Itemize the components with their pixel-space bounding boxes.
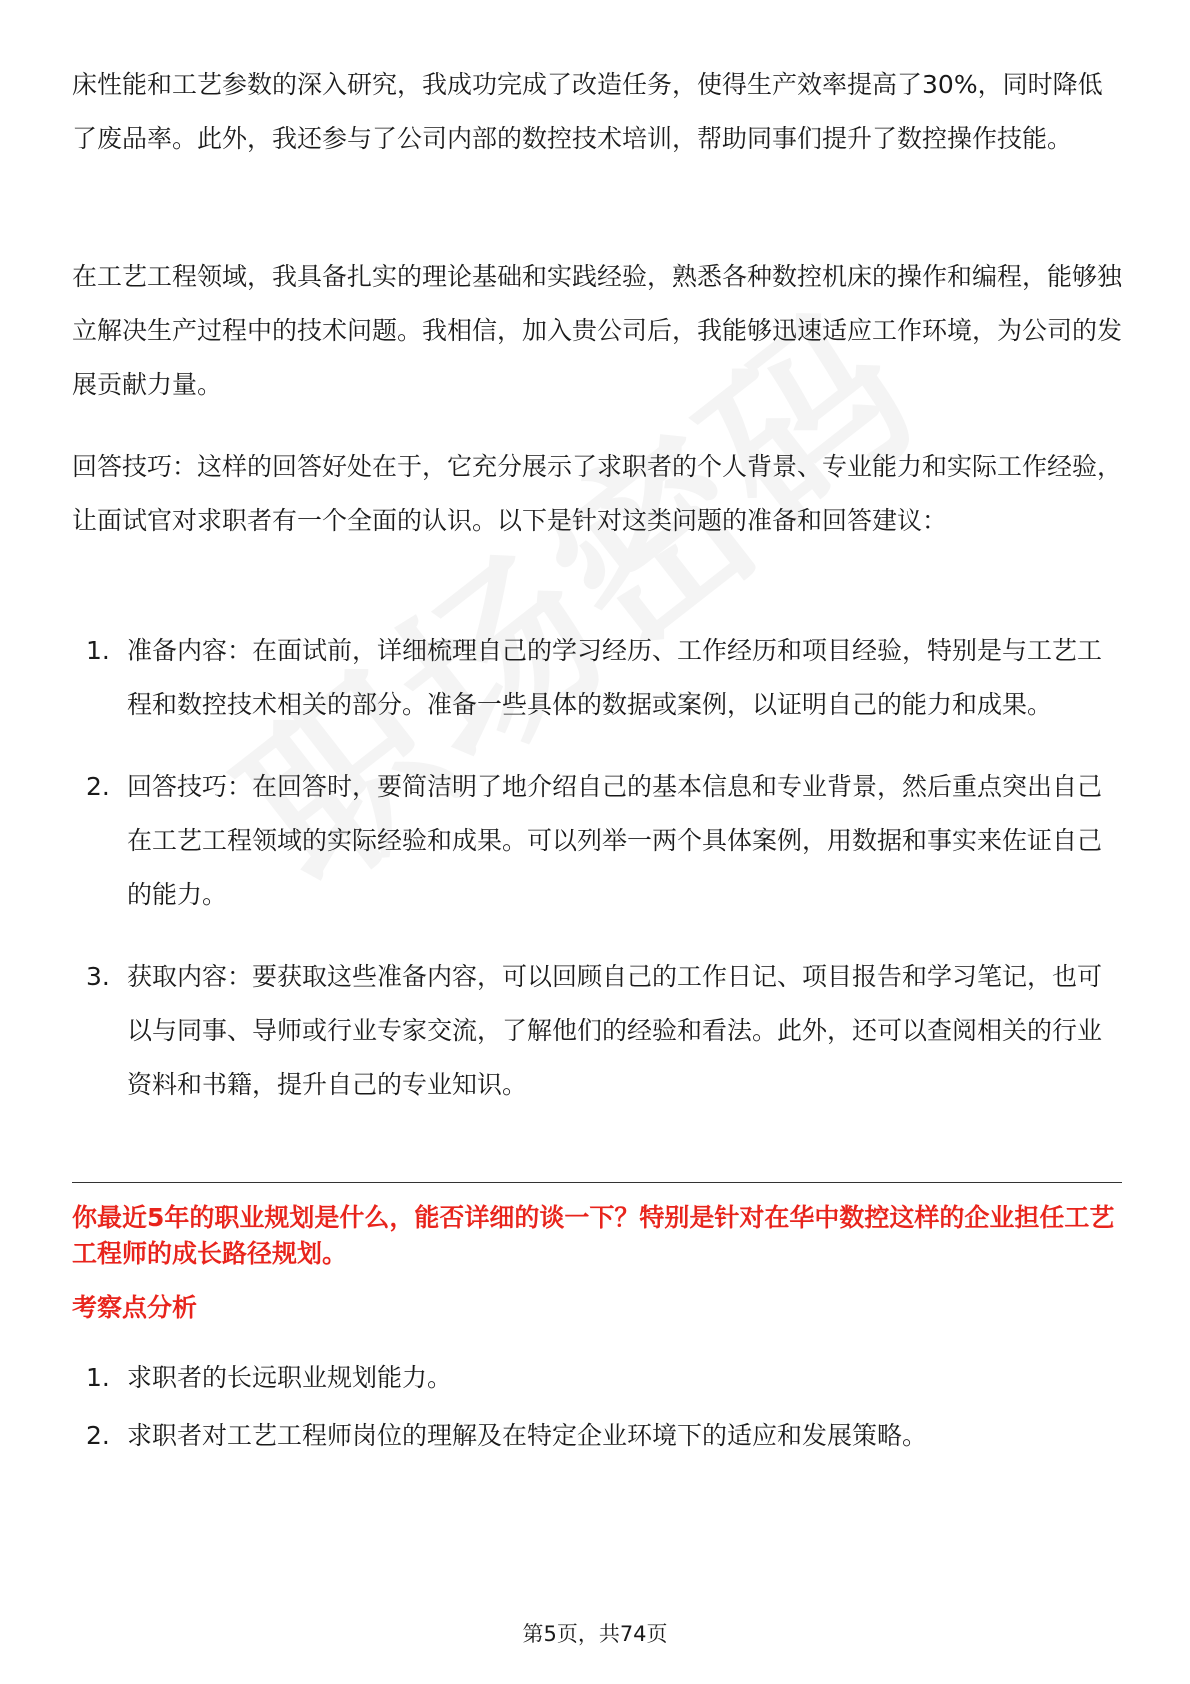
paragraph-intro-continued: 床性能和工艺参数的深入研究，我成功完成了改造任务，使得生产效率提高了30%，同时降低了废品率。此外，我还参与了公司内部的数控技术培训，帮助同事们提升了数控操作技能。 — [72, 70, 1103, 153]
paragraph-answer-tips: 回答技巧：这样的回答好处在于，它充分展示了求职者的个人背景、专业能力和实际工作经验，让面试官对求职者有一个全面的认识。以下是针对这类问题的准备和回答建议： — [72, 452, 1123, 535]
list-number: 2. — [86, 772, 110, 801]
list-item-text: 准备内容：在面试前，详细梳理自己的学习经历、工作经历和项目经验，特别是与工艺工程和数控技术相关的部分。准备一些具体的数据或案例，以证明自己的能力和成果。 — [127, 636, 1103, 719]
list-number: 1. — [86, 1363, 110, 1392]
list-number: 2. — [86, 1421, 110, 1450]
list-item-text: 求职者对工艺工程师岗位的理解及在特定企业环境下的适应和发展策略。 — [127, 1421, 928, 1450]
list-item — [72, 624, 1122, 732]
section-divider — [72, 1182, 1122, 1183]
list-item — [72, 950, 1122, 1112]
list-item — [72, 1409, 1122, 1463]
tips-list — [72, 624, 1122, 1112]
interview-question: 你最近5年的职业规划是什么，能否详细的谈一下？特别是针对在华中数控这样的企业担任工艺工程师的成长路径规划。 — [72, 1203, 1115, 1268]
list-item-text: 获取内容：要获取这些准备内容，可以回顾自己的工作日记、项目报告和学习笔记，也可以与同事、导师或行业专家交流，了解他们的经验和看法。此外，还可以查阅相关的行业资料和书籍，提升自己的专业知识。 — [127, 962, 1103, 1099]
section-heading: 考察点分析 — [72, 1293, 198, 1322]
analysis-list — [72, 1351, 1122, 1463]
paragraph-expertise: 在工艺工程领域，我具备扎实的理论基础和实践经验，熟悉各种数控机床的操作和编程，能够独立解决生产过程中的技术问题。我相信，加入贵公司后，我能够迅速适应工作环境，为公司的发展贡献力量。 — [72, 262, 1123, 399]
list-number: 1. — [86, 636, 110, 665]
list-item — [72, 760, 1122, 922]
list-number: 3. — [86, 962, 110, 991]
page-number-footer: 第5页，共74页 — [522, 1622, 668, 1646]
list-item-text: 回答技巧：在回答时，要简洁明了地介绍自己的基本信息和专业背景，然后重点突出自己在工艺工程领域的实际经验和成果。可以列举一两个具体案例，用数据和事实来佐证自己的能力。 — [127, 772, 1103, 909]
list-item-text: 求职者的长远职业规划能力。 — [127, 1363, 453, 1392]
list-item — [72, 1351, 1122, 1405]
